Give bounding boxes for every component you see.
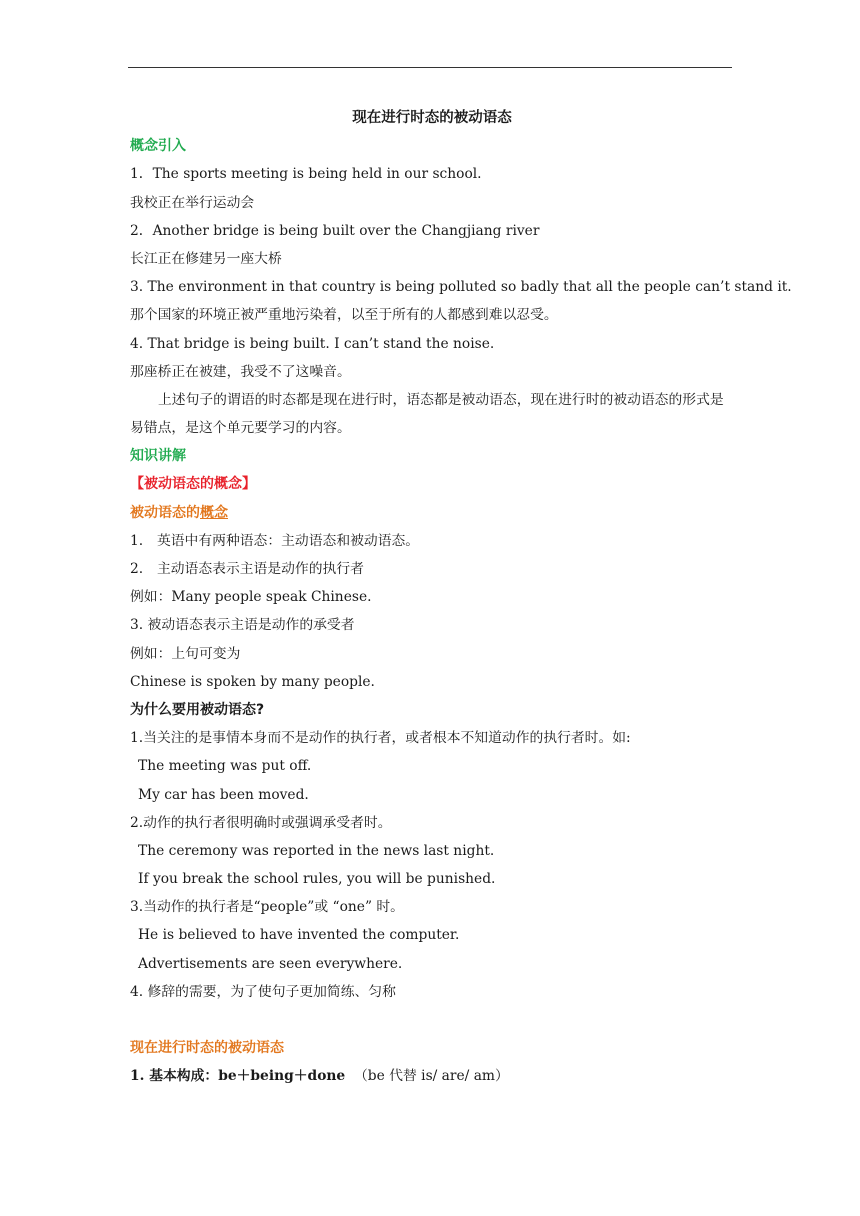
concept-line: 3. 被动语态表示主语是动作的承受者 — [130, 617, 355, 634]
bracket-heading: 【被动语态的概念】 — [130, 476, 256, 493]
header-rule — [128, 67, 732, 68]
section-heading-knowledge: 知识讲解 — [130, 448, 186, 465]
why-heading: 为什么要用被动语态? — [130, 701, 265, 718]
why-line: 2.动作的执行者很明确时或强调承受者时。 — [130, 814, 392, 831]
example-line: 那个国家的环境正被严重地污染着，以至于所有的人都感到难以忍受。 — [130, 307, 558, 324]
why-example: The meeting was put off. — [138, 758, 312, 775]
concept-line: Chinese is spoken by many people. — [130, 673, 375, 690]
concept-heading-underlined: 概念 — [200, 504, 228, 521]
page-title: 现在进行时态的被动语态 — [352, 109, 512, 126]
concept-heading-prefix: 被动语态的 — [130, 504, 200, 521]
concept-line: 例如：上句可变为 — [130, 645, 241, 662]
document-body — [130, 104, 792, 1091]
example-line: 3. The environment in that country is being polluted so badly that all the people can’t stand it. — [130, 279, 792, 296]
present-continuous-heading: 现在进行时态的被动语态 — [130, 1040, 284, 1057]
why-list — [130, 724, 734, 1006]
why-example: Advertisements are seen everywhere. — [138, 955, 403, 972]
example-list — [130, 160, 792, 386]
why-line: 1.当关注的是事情本身而不是动作的执行者，或者根本不知道动作的执行者时。如: — [130, 730, 631, 747]
structure-note: （be 代替 is/ are/ am） — [354, 1068, 509, 1085]
example-line: 那座桥正在被建，我受不了这噪音。 — [130, 363, 351, 380]
example-line: 4. That bridge is being built. I can’t stand the noise. — [130, 335, 495, 352]
example-line: 2．Another bridge is being built over the Changjiang river — [130, 222, 540, 239]
concept-line: 1. 英语中有两种语态：主动语态和被动语态。 — [130, 532, 420, 549]
blank-line — [130, 1006, 734, 1034]
structure-formula: 1. 基本构成：be＋being＋done — [130, 1068, 346, 1085]
example-line: 长江正在修建另一座大桥 — [130, 250, 282, 267]
why-line: 3.当动作的执行者是“people”或 “one” 时。 — [130, 899, 404, 916]
example-line: 我校正在举行运动会 — [130, 194, 255, 211]
concept-line: 2. 主动语态表示主语是动作的执行者 — [130, 561, 364, 578]
concept-list — [130, 527, 734, 696]
why-example: If you break the school rules, you will be punished. — [138, 871, 496, 888]
why-example: The ceremony was reported in the news last night. — [138, 842, 495, 859]
concept-line: 例如：Many people speak Chinese. — [130, 589, 372, 606]
intro-paragraph: 上述句子的谓语的时态都是现在进行时，语态都是被动语态，现在进行时的被动语态的形式是易错点，是这个单元要学习的内容。 — [130, 391, 724, 437]
why-example: He is believed to have invented the computer. — [138, 927, 460, 944]
example-line: 1．The sports meeting is being held in our school. — [130, 166, 482, 183]
why-line: 4. 修辞的需要，为了使句子更加简练、匀称 — [130, 983, 396, 1000]
concept-heading — [130, 499, 734, 527]
why-example: My car has been moved. — [138, 786, 309, 803]
section-heading-intro: 概念引入 — [130, 138, 186, 155]
structure-line — [130, 1062, 734, 1090]
